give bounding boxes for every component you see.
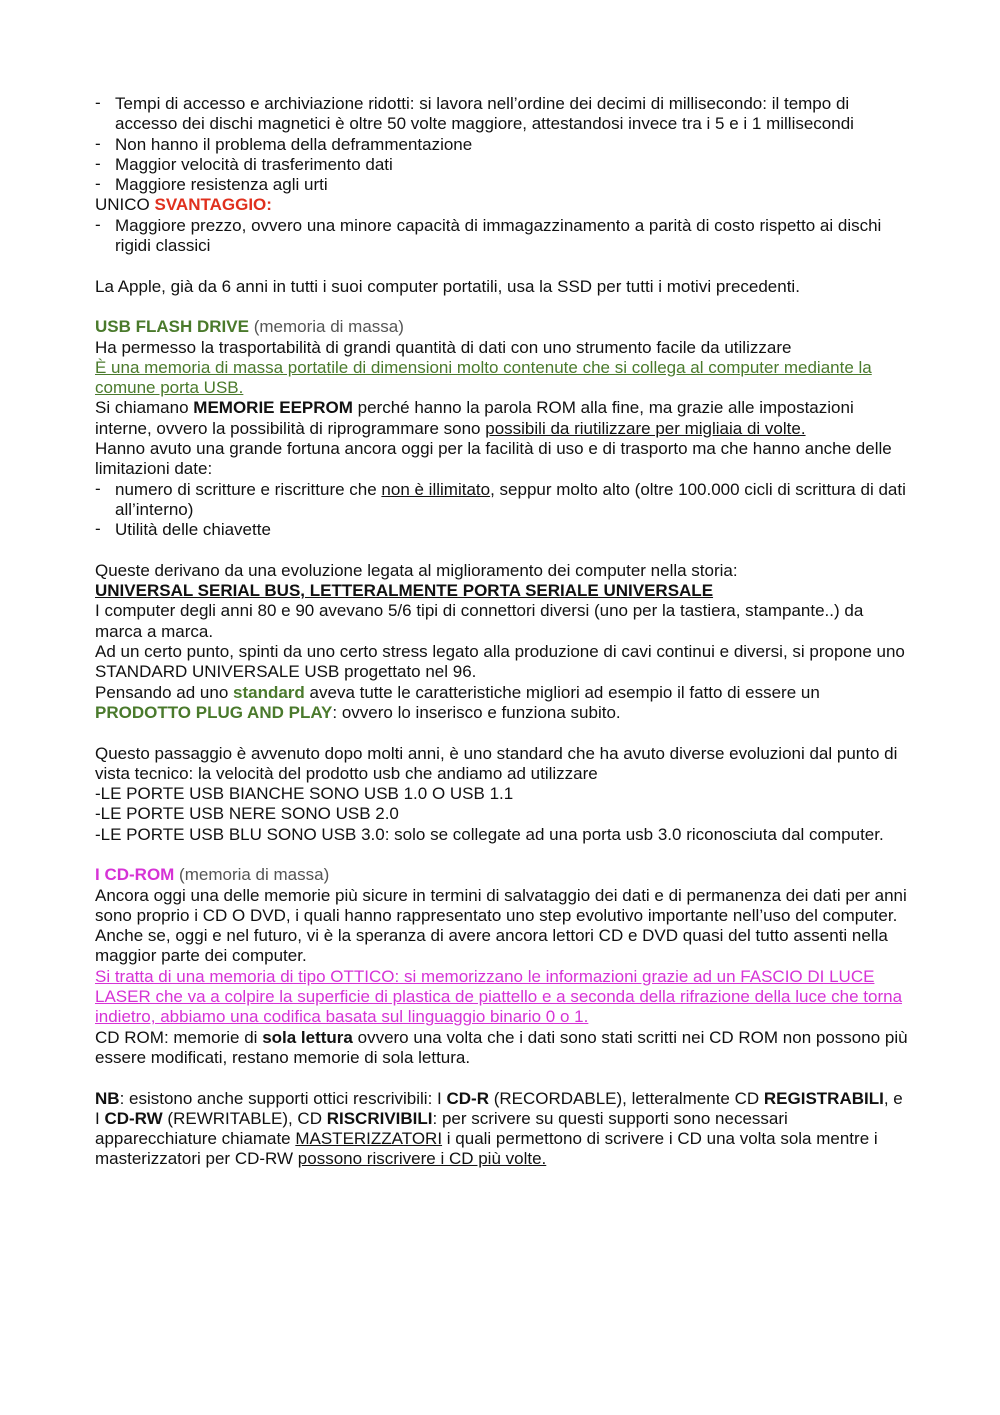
usb-evolution-paragraph: Questo passaggio è avvenuto dopo molti anni, è uno standard che ha avuto diverse evoluzioni dal punto di vista tecnico: la velocità del prodotto usb che andiamo ad utilizzare (95, 743, 898, 783)
optical-definition: Si tratta di una memoria di tipo OTTICO: si memorizzano le informazioni grazie ad un FASCIO DI LUCE LASER che va a colpire la superficie di plastica de piattello e a seconda della rifrazione della luce che torna indietro, abbiamo una codifica basata sul linguaggio binario 0 o 1. (95, 966, 903, 1027)
evolution-paragraph: Queste derivano da una evoluzione legata al miglioramento dei computer nella storia: (95, 560, 738, 580)
limitations-list (95, 480, 910, 541)
ssd-advantages-list (95, 94, 910, 195)
list-item: - Maggior velocità di trasferimento dati (95, 155, 910, 175)
disadvantage-label: SVANTAGGIO: (154, 195, 272, 215)
document-page (95, 94, 910, 1170)
disadvantage-heading: UNICO SVANTAGGIO: (95, 195, 272, 215)
list-item: - Non hanno il problema della deframmentazione (95, 135, 910, 155)
nb-paragraph: NB: esistono anche supporti ottici rescrivibili: I CD-R (RECORDABLE), letteralmente CD REGISTRABILI, e I CD-RW (REWRITABLE), CD RISCRIVIBILI: per scrivere su questi supporti sono necessari apparecchiature chiamate MASTERIZZATORI i quali permettono di scrivere i CD una volta sola mentre i masterizzatori per CD-RW possono riscrivere i CD più volte. (95, 1088, 903, 1169)
cdrom-section-heading (95, 865, 910, 885)
standard-origin-paragraph: Ad un certo punto, spinti da uno certo stress legato alla produzione di cavi continui e diversi, si propone uno STANDARD UNIVERSALE USB progettato nel 96. (95, 642, 905, 682)
usb-port-line: -LE PORTE USB BLU SONO USB 3.0: solo se collegate ad una porta usb 3.0 riconosciuta dal computer. (95, 824, 884, 844)
plug-and-play-paragraph: Pensando ad uno standard aveva tutte le caratteristiche migliori ad esempio il fatto di essere un PRODOTTO PLUG AND PLAY: ovvero lo inserisco e funziona subito. (95, 682, 820, 722)
usb-subtitle: (memoria di massa) (248, 317, 404, 337)
cdrom-subtitle: (memoria di massa) (174, 865, 330, 885)
cdrom-intro: Ancora oggi una delle memorie più sicure in termini di salvataggio dei dati e di permanenza dei dati per anni sono proprio i CD O DVD, i quali hanno rappresentato uno step evolutivo importante nell’uso del computer. Anche se, oggi e nel futuro, vi è la speranza di avere ancora lettori CD e DVD quasi del tutto assenti nella maggior parte dei computer. (95, 885, 907, 966)
list-item: - Tempi di accesso e archiviazione ridotti: si lavora nell’ordine dei decimi di millisecondo: il tempo di accesso dei dischi magnetici è oltre 50 volte maggiore, attestandosi invece tra i 5 e i 1 millisecondi (95, 94, 910, 135)
list-item: - Maggiore prezzo, ovvero una minore capacità di immagazzinamento a parità di costo rispetto ai dischi rigidi classici (95, 216, 910, 257)
list-item: - Utilità delle chiavette (95, 520, 910, 540)
disadvantage-list (95, 216, 910, 257)
eeprom-paragraph: Si chiamano MEMORIE EEPROM perché hanno la parola ROM alla fine, ma grazie alle impostazioni interne, ovvero la possibilità di riprogrammare sono possibili da riutilizzare per migliaia di volte. (95, 398, 854, 438)
usb-section-heading (95, 317, 910, 337)
apple-note: La Apple, già da 6 anni in tutti i suoi computer portatili, usa la SSD per tutti i motivi precedenti. (95, 276, 800, 296)
usb-title: USB FLASH DRIVE (95, 317, 249, 337)
usb-definition: È una memoria di massa portatile di dimensioni molto contenute che si collega al computer mediante la comune porta USB. (95, 357, 872, 398)
cdrom-title: I CD-ROM (95, 865, 175, 885)
list-item: - numero di scritture e riscritture che non è illimitato, seppur molto alto (oltre 100.000 cicli di scrittura di dati all’interno) (95, 480, 910, 521)
usb-intro: Ha permesso la trasportabilità di grandi quantità di dati con uno strumento facile da utilizzare (95, 337, 792, 357)
list-item: - Maggiore resistenza agli urti (95, 175, 910, 195)
usb-full-name-heading: UNIVERSAL SERIAL BUS, LETTERALMENTE PORTA SERIALE UNIVERSALE (95, 581, 714, 601)
read-only-paragraph: CD ROM: memorie di sola lettura ovvero una volta che i dati sono stati scritti nei CD ROM non possono più essere modificati, restano memorie di sola lettura. (95, 1027, 908, 1067)
connectors-paragraph: I computer degli anni 80 e 90 avevano 5/6 tipi di connettori diversi (uno per la tastiera, stampante..) da marca a marca. (95, 601, 864, 641)
usb-port-line: -LE PORTE USB BIANCHE SONO USB 1.0 O USB 1.1 (95, 784, 514, 804)
fortuna-paragraph: Hanno avuto una grande fortuna ancora oggi per la facilità di uso e di trasporto ma che hanno anche delle limitazioni date: (95, 439, 892, 479)
usb-port-line: -LE PORTE USB NERE SONO USB 2.0 (95, 804, 399, 824)
